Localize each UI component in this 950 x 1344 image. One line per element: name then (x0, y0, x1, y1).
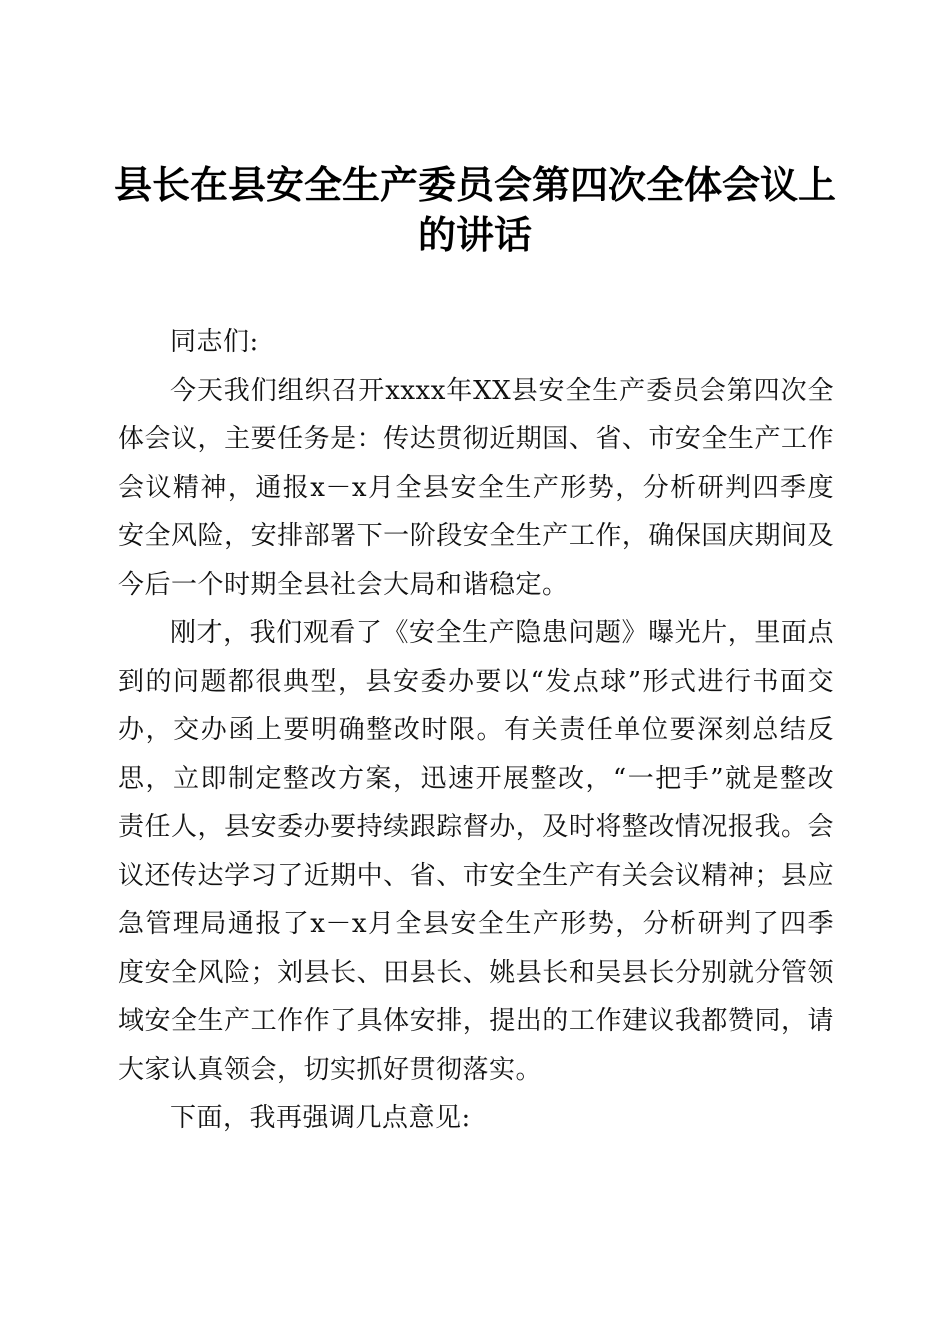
transition-paragraph: 下面，我再强调几点意见: (170, 1103, 471, 1133)
document-body (118, 318, 834, 1143)
salutation-paragraph: 同志们: (170, 327, 259, 357)
document-title: 县长在县安全生产委员会第四次全体会议上的讲话 (113, 162, 836, 257)
review-paragraph: 刚才，我们观看了《安全生产隐患问题》曝光片，里面点到的问题都很典型，县安委办要以“发点球”形式进行书面交办，交办函上要明确整改时限。有关责任单位要深刻总结反思，立即制定整改方案，迅速开展整改，“一把手”就是整改责任人，县安委办要持续跟踪督办，及时将整改情况报我。会议还传达学习了近期中、省、市安全生产有关会议精神；县应急管理局通报了x－x月全县安全生产形势，分析研判了四季度安全风险；刘县长、田县长、姚县长和吴县长分别就分管领域安全生产工作作了具体安排，提出的工作建议我都赞同，请大家认真领会，切实抓好贯彻落实。 (118, 618, 834, 1085)
intro-paragraph: 今天我们组织召开xxxx年XX县安全生产委员会第四次全体会议，主要任务是：传达贯彻近期国、省、市安全生产工作会议精神，通报x－x月全县安全生产形势，分析研判四季度安全风险，安排部署下一阶段安全生产工作，确保国庆期间及今后一个时期全县社会大局和谐稳定。 (118, 375, 834, 600)
